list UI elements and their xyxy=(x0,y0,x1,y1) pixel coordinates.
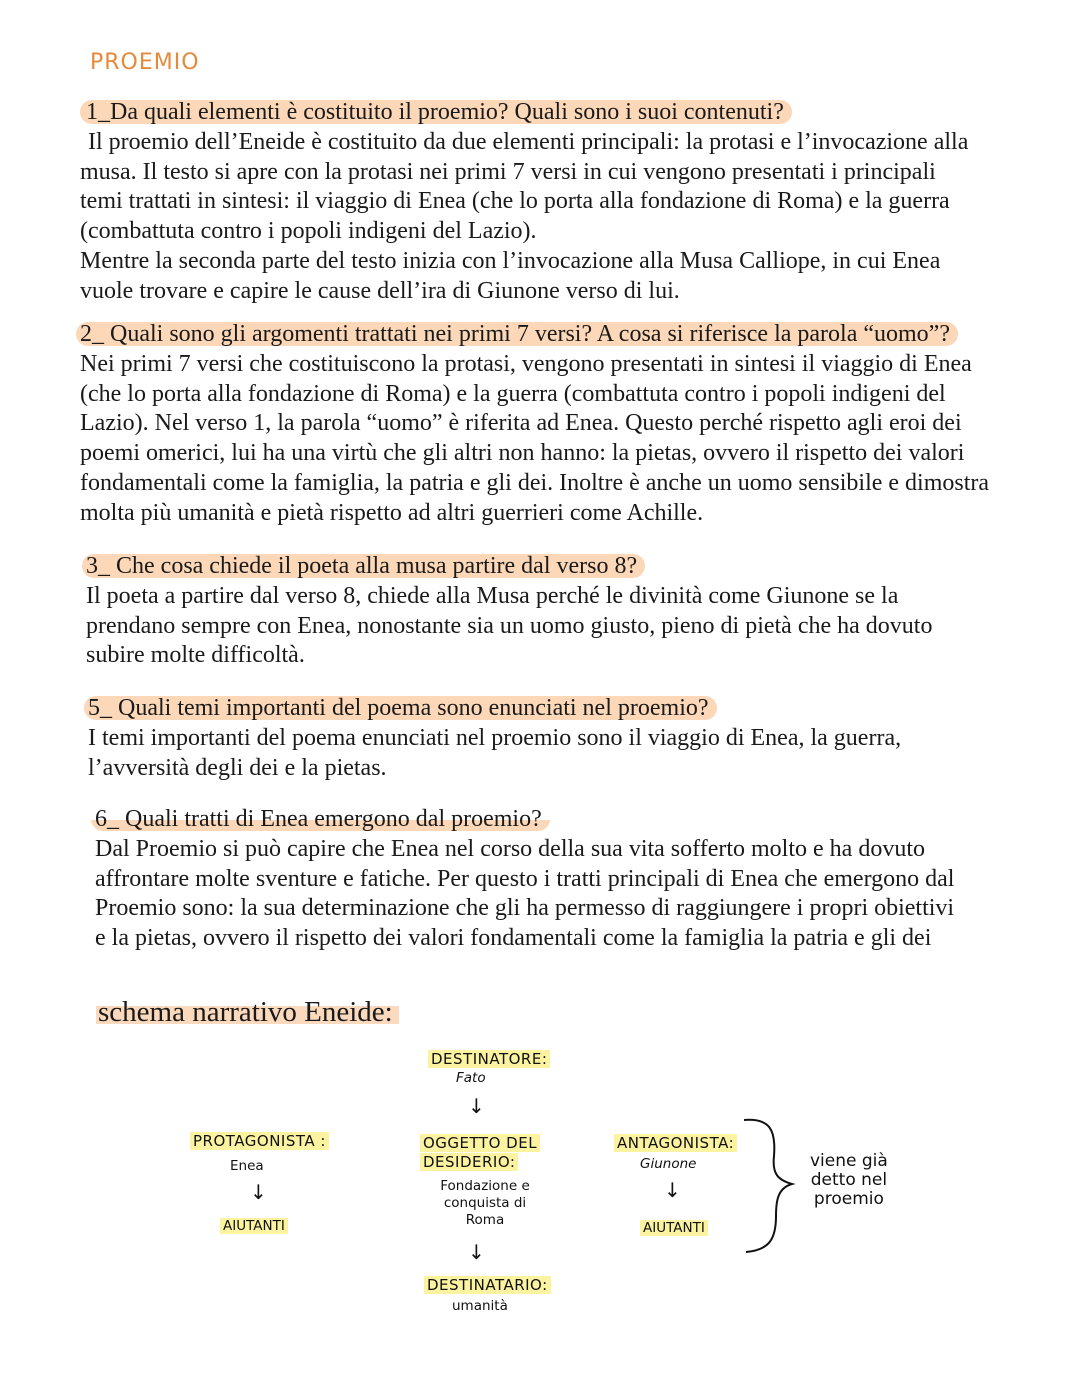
answer-line: Proemio sono: la sua determinazione che gli ha permesso di raggiungere i propri obiettivi xyxy=(95,895,955,922)
protagonista-label: PROTAGONISTA : xyxy=(190,1132,329,1150)
answer-line: Lazio). Nel verso 1, la parola “uomo” è riferita ad Enea. Questo perché rispetto agli eroi dei xyxy=(80,410,962,437)
curly-brace-icon xyxy=(740,1116,800,1256)
answer-line: subire molte difficoltà. xyxy=(86,642,305,669)
answer-line: prendano sempre con Enea, nonostante sia un uomo giusto, pieno di pietà che ha dovuto xyxy=(86,612,933,639)
antagonista-aiutanti: AIUTANTI xyxy=(640,1220,708,1236)
question-2: 2_ Quali sono gli argomenti trattati nei primi 7 versi? A cosa si riferisce la parola “uomo”? xyxy=(76,322,958,346)
destinatario-value: umanità xyxy=(452,1298,508,1314)
protagonista-aiutanti: AIUTANTI xyxy=(220,1218,288,1234)
answer-line: musa. Il testo si apre con la protasi nei primi 7 versi in cui vengono presentati i principali xyxy=(80,158,936,185)
answer-line: temi trattati in sintesi: il viaggio di Enea (che lo porta alla fondazione di Roma) e la guerra xyxy=(80,188,950,215)
answer-line: I temi importanti del poema enunciati nel proemio sono il viaggio di Enea, la guerra, xyxy=(88,724,902,751)
question-5: 5_ Quali temi importanti del poema sono enunciati nel proemio? xyxy=(84,696,717,720)
answer-line: fondamentali come la famiglia, la patria e gli dei. Inoltre è anche un uomo sensibile e dimostra xyxy=(80,469,990,496)
question-1: 1_Da quali elementi è costituito il proemio? Quali sono i suoi contenuti? xyxy=(80,100,792,124)
question-block-1 xyxy=(80,98,968,307)
question-block-6 xyxy=(95,805,954,954)
question-6: 6_ Quali tratti di Enea emergono dal proemio? xyxy=(91,807,550,831)
note-text: viene già detto nel proemio xyxy=(810,1151,888,1209)
answer-line: Nei primi 7 versi che costituiscono la protasi, vengono presentati in sintesi il viaggio di Enea xyxy=(80,350,972,377)
down-arrow-icon: ↓ xyxy=(468,1094,485,1118)
answer-line: Il proemio dell’Eneide è costituito da due elementi principali: la protasi e l’invocazione alla xyxy=(88,128,969,155)
question-3: 3_ Che cosa chiede il poeta alla musa partire dal verso 8? xyxy=(82,554,645,578)
down-arrow-icon: ↓ xyxy=(250,1180,267,1204)
antagonista-value: Giunone xyxy=(640,1156,697,1172)
question-block-5 xyxy=(88,694,901,783)
answer-line: molta più umanità e pietà rispetto ad altri guerrieri come Achille. xyxy=(80,499,704,526)
destinatario-label: DESTINATARIO: xyxy=(424,1276,551,1294)
answer-line: poemi omerici, lui ha una virtù che gli altri non hanno: la pietas, ovvero il rispetto dei valori xyxy=(80,440,965,467)
answer-line: e la pietas, ovvero il rispetto dei valori fondamentali come la famiglia la patria e gli dei xyxy=(95,925,932,952)
answer-line: Dal Proemio si può capire che Enea nel corso della sua vita sofferto molto e ha dovuto xyxy=(95,835,925,862)
destinatore-label: DESTINATORE: xyxy=(428,1050,550,1068)
answer-line: (combattuta contro i popoli indigeni del Lazio). xyxy=(80,218,537,245)
answer-line: Mentre la seconda parte del testo inizia con l’invocazione alla Musa Calliope, in cui Enea xyxy=(80,247,941,274)
destinatore-value: Fato xyxy=(456,1070,486,1086)
down-arrow-icon: ↓ xyxy=(664,1178,681,1202)
answer-line: affrontare molte sventure e fatiche. Per questo i tratti principali di Enea che emergono dal xyxy=(95,865,955,892)
answer-line: Il poeta a partire dal verso 8, chiede alla Musa perché le divinità come Giunone se la xyxy=(86,582,899,609)
oggetto-label: OGGETTO DEL DESIDERIO: xyxy=(420,1134,540,1172)
question-block-2 xyxy=(80,320,989,529)
antagonista-label: ANTAGONISTA: xyxy=(614,1134,737,1152)
protagonista-value: Enea xyxy=(230,1158,264,1174)
schema-title: schema narrativo Eneide: xyxy=(96,996,399,1029)
answer-line: l’avversità degli dei e la pietas. xyxy=(88,754,387,781)
down-arrow-icon: ↓ xyxy=(468,1240,485,1264)
oggetto-value: Fondazione e conquista di Roma xyxy=(440,1178,530,1228)
question-block-3 xyxy=(86,552,932,671)
page-title: PROEMIO xyxy=(90,50,200,75)
answer-line: vuole trovare e capire le cause dell’ira di Giunone verso di lui. xyxy=(80,277,680,304)
answer-line: (che lo porta alla fondazione di Roma) e la guerra (combattuta contro i popoli indigeni del xyxy=(80,380,946,407)
